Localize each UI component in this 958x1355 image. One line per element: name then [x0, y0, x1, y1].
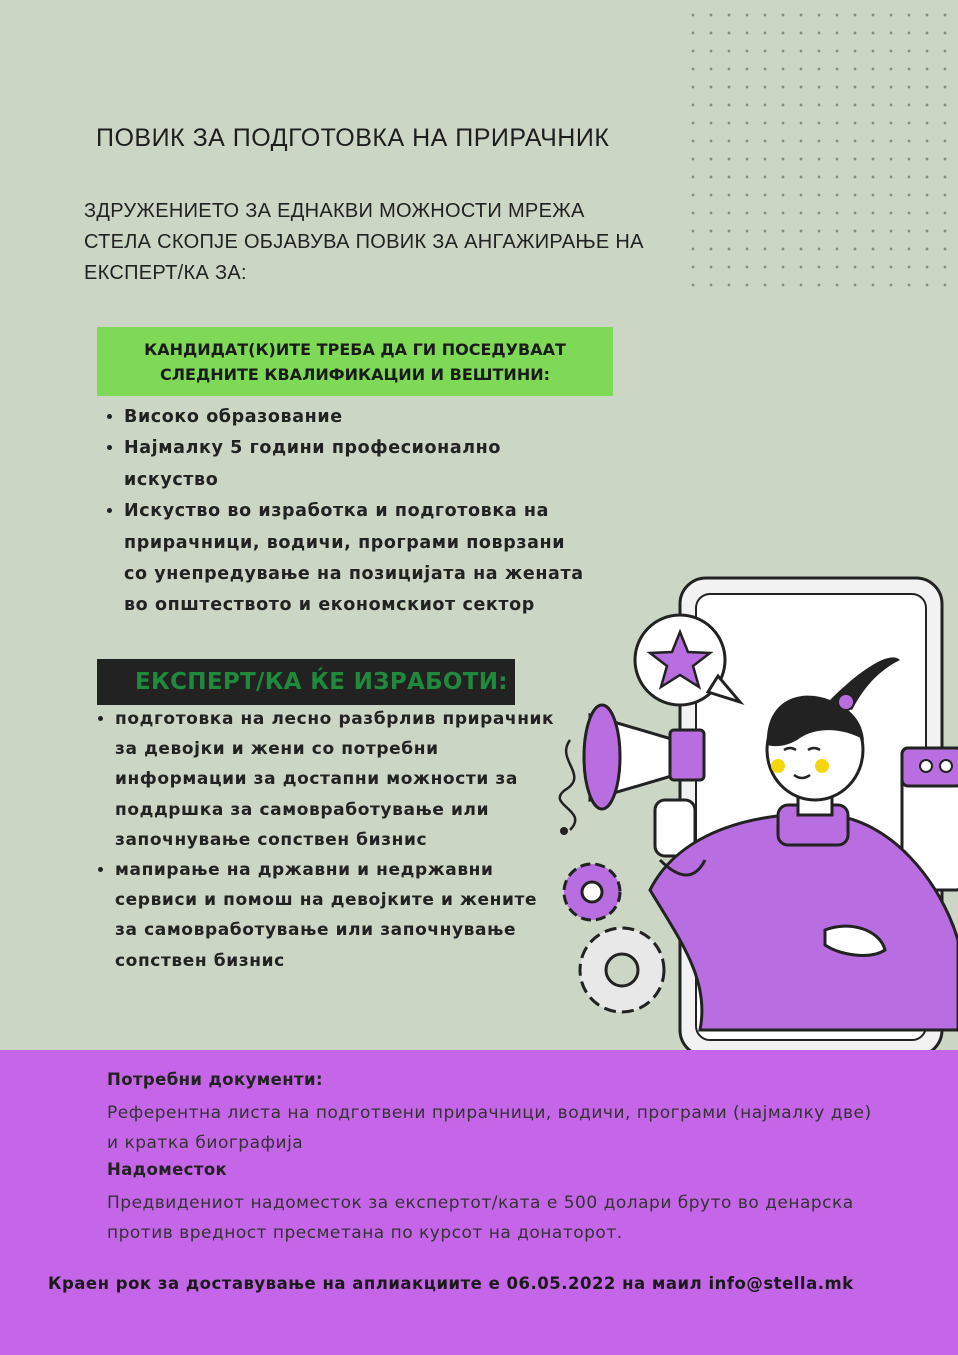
deadline-text: Краен рок за доставување на аплиакциите е 06.05.2022 на маил info@stella.mk: [48, 1274, 854, 1293]
documents-text: Референтна листа на подготвени прирачници, водичи, програми (најмалку две) и кратка биографија: [107, 1103, 872, 1153]
list-item: • Најмалку 5 години професионално искуство: [124, 433, 594, 496]
gear-icon: [564, 864, 664, 1012]
tasks-heading-text: ЕКСПЕРТ/КА ЌЕ ИЗРАБОТИ:: [135, 669, 508, 695]
woman-megaphone-illustration: [530, 560, 958, 1055]
list-item: • Високо образование: [124, 402, 594, 433]
list-item: • Искуство во изработка и подготовка на прирачници, водичи, програми поврзани со унепредување на позицијата на жената во општеството и економскиот сектор: [124, 496, 594, 622]
tasks-heading: [97, 659, 515, 705]
page-title: ПОВИК ЗА ПОДГОТОВКА НА ПРИРАЧНИК: [96, 124, 610, 152]
qualifications-list: [100, 402, 594, 622]
dot-pattern: [680, 0, 958, 290]
intro-text: ЗДРУЖЕНИЕТО ЗА ЕДНАКВИ МОЖНОСТИ МРЕЖА СТЕЛА СКОПЈЕ ОБЈАВУВА ПОВИК ЗА АНГАЖИРАЊЕ НА ЕКСПЕРТ/КА ЗА:: [84, 200, 644, 284]
list-item: • мапирање на државни и недржавни сервиси и помош на девојките и жените за самовработување или започнување сопствен бизнис: [115, 855, 555, 976]
compensation-text: Предвидениот надоместок за експертот/ката е 500 долари бруто во денарска против вредност пресметана по курсот на донаторот.: [107, 1193, 854, 1243]
qualifications-heading-text: КАНДИДАТ(К)ИТЕ ТРЕБА ДА ГИ ПОСЕДУВААТ СЛЕДНИТЕ КВАЛИФИКАЦИИ И ВЕШТИНИ:: [144, 339, 566, 384]
qualifications-heading: [97, 327, 613, 396]
compensation-heading: Надоместок: [107, 1160, 228, 1179]
list-item: • подготовка на лесно разбрлив прирачник за девојки и жени со потребни информации за достапни можности за поддршка за самовработување или започнување сопствен бизнис: [115, 704, 555, 855]
documents-heading: Потребни документи:: [107, 1070, 323, 1089]
tasks-list: [92, 704, 555, 976]
